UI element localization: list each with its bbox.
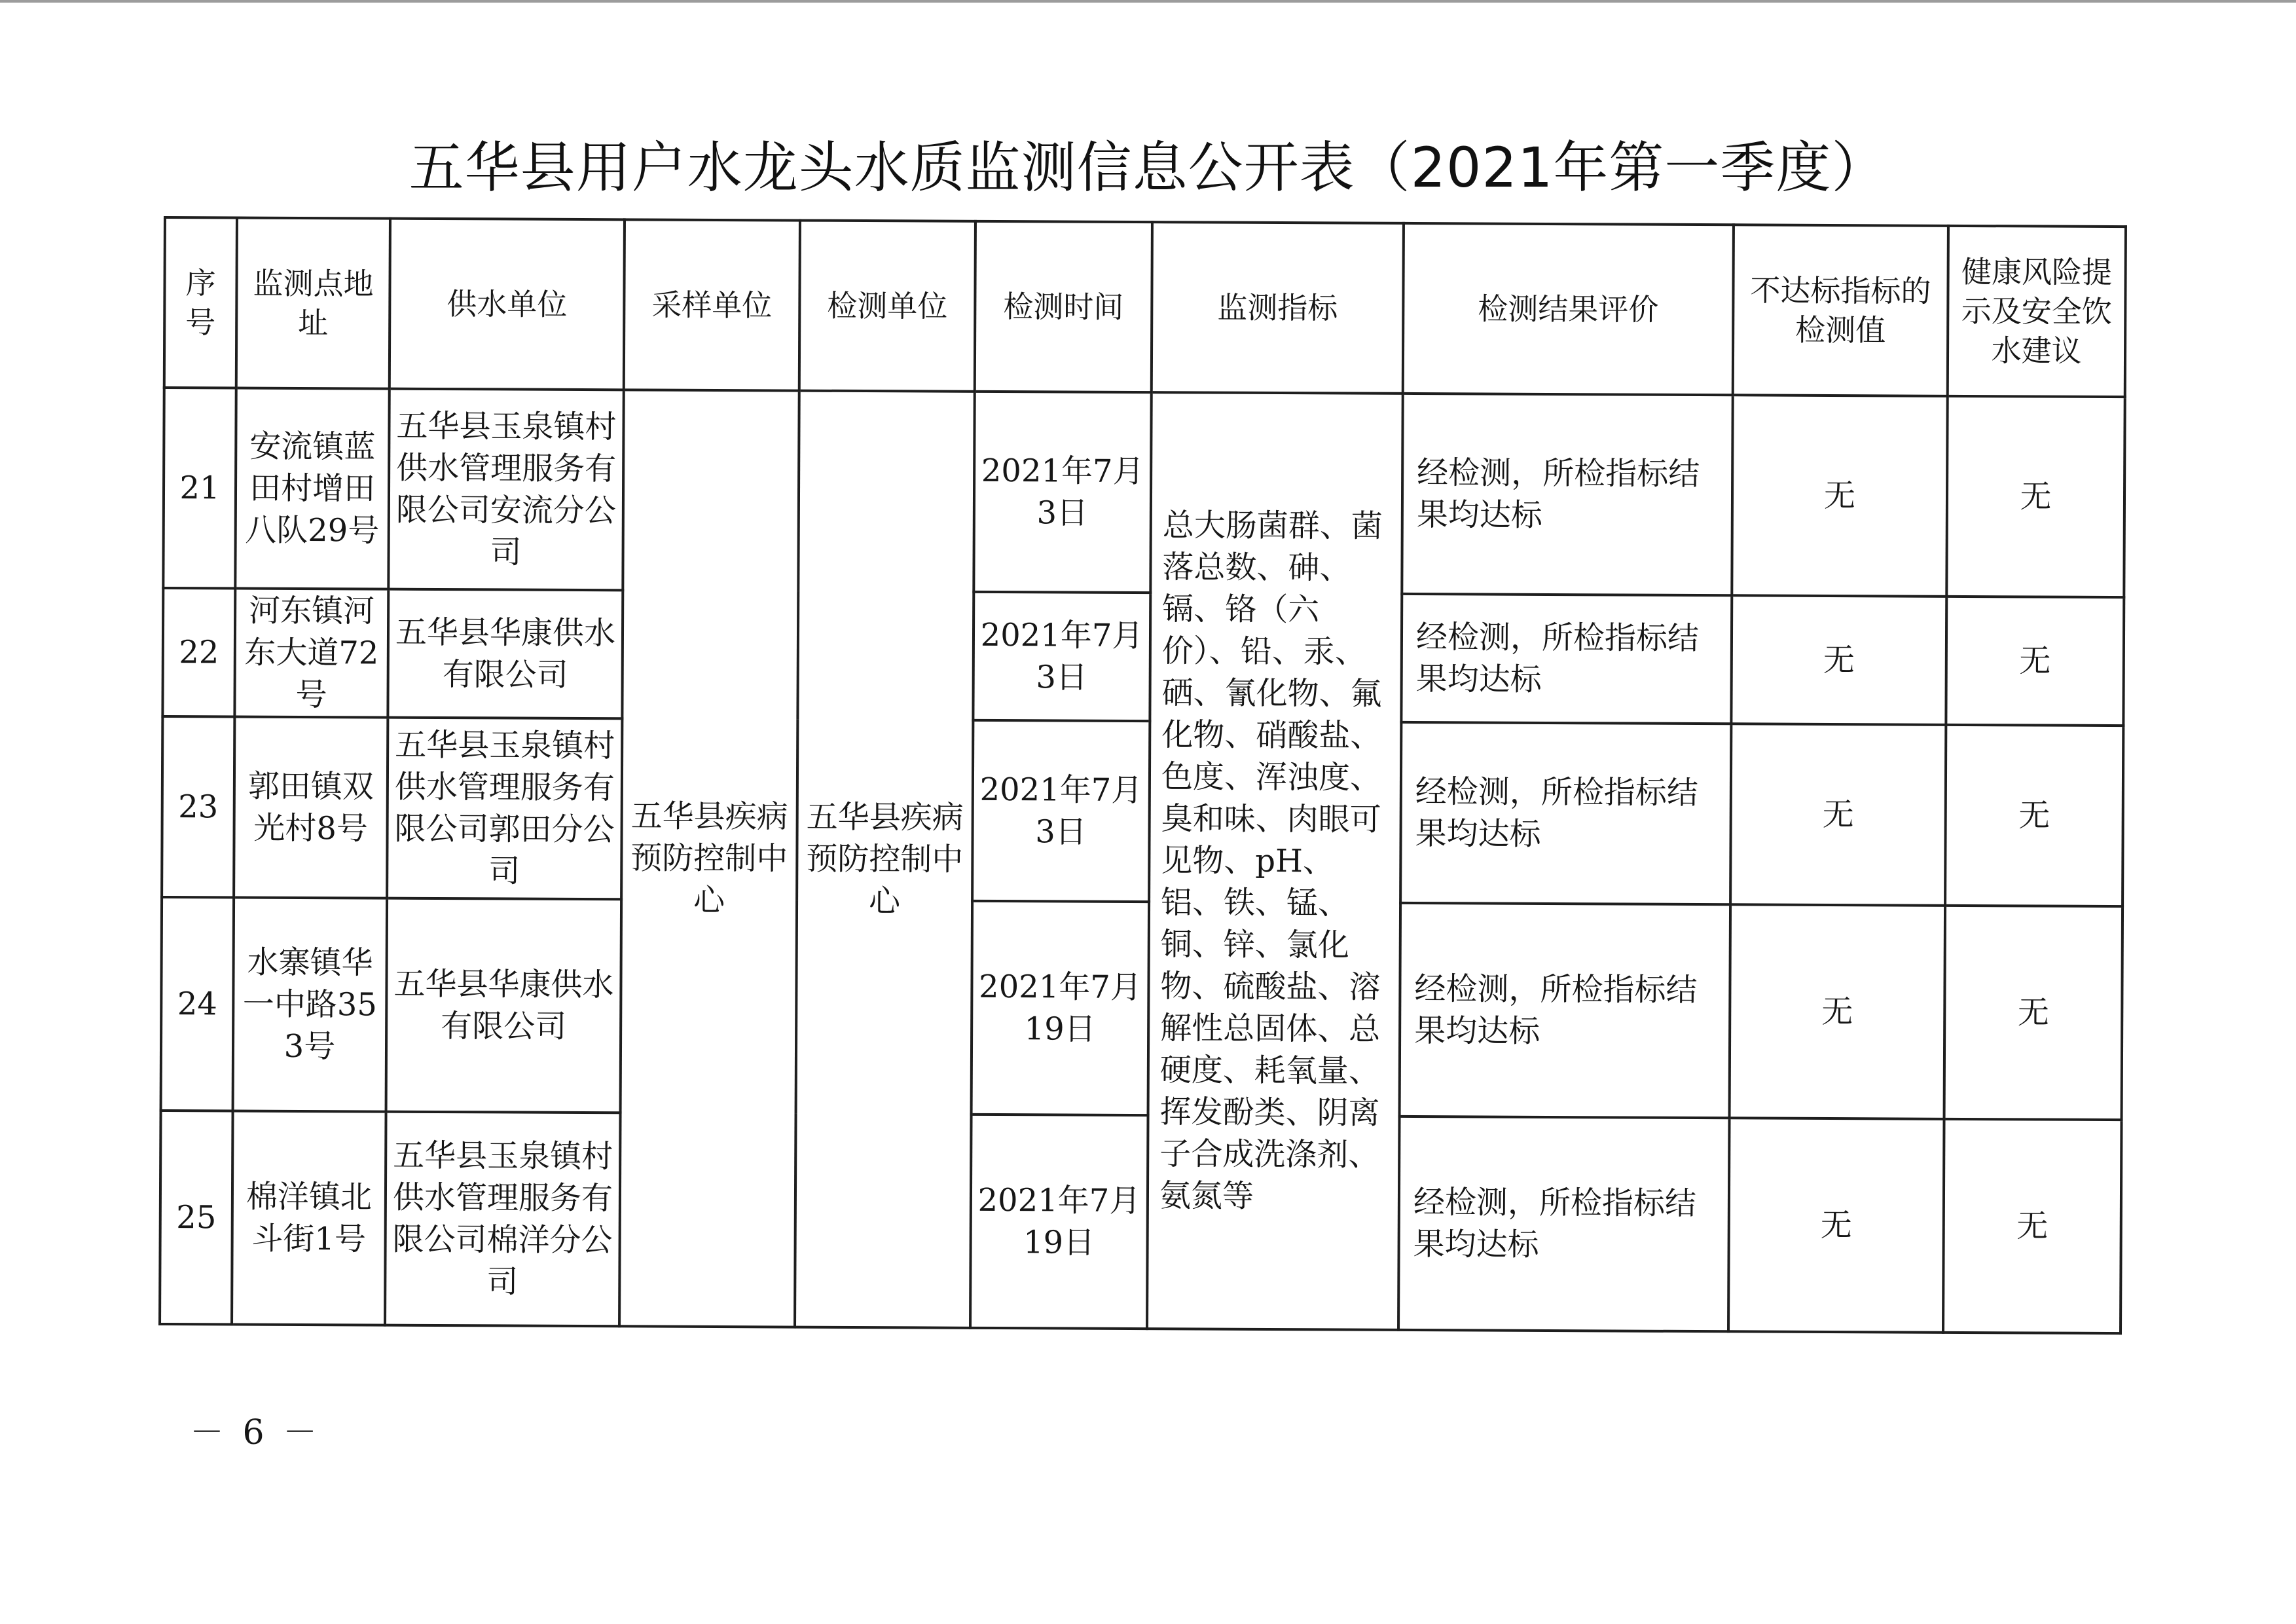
row-serial-number: 25 <box>160 1111 233 1325</box>
header-row <box>164 217 2126 397</box>
row-evaluation: 经检测，所检指标结果均达标 <box>1398 1116 1730 1331</box>
row-evaluation: 经检测，所检指标结果均达标 <box>1400 722 1731 904</box>
table-row <box>162 716 2123 906</box>
row-address: 郭田镇双光村8号 <box>234 717 388 898</box>
table-row <box>161 897 2123 1120</box>
row-serial-number: 24 <box>161 897 234 1111</box>
row-serial-number: 23 <box>162 716 234 898</box>
testing-unit-cell: 五华县疾病预防控制中心 <box>795 391 975 1328</box>
header-address: 监测点地址 <box>236 218 390 389</box>
row-nonstandard-value: 无 <box>1732 395 1947 597</box>
row-supplier: 五华县玉泉镇村供水管理服务有限公司棉洋分公司 <box>385 1112 621 1327</box>
page-number: － 6 － <box>190 1413 321 1452</box>
row-nonstandard-value: 无 <box>1728 1118 1944 1333</box>
header-health-advice: 健康风险提示及安全饮水建议 <box>1948 226 2126 397</box>
row-address: 安流镇蓝田村增田八队29号 <box>235 388 389 589</box>
indicators-cell: 总大肠菌群、菌落总数、砷、镉、铬（六价）、铅、汞、硒、氰化物、氟化物、硝酸盐、色度、浑浊度、臭和味、肉眼可见物、pH、铝、铁、锰、铜、锌、氯化物、硫酸盐、溶解性总固体、总硬度、耗氧量、挥发酚类、阴离子合成洗涤剂、氨氮等 <box>1147 392 1403 1330</box>
table-row <box>163 388 2124 597</box>
row-supplier: 五华县玉泉镇村供水管理服务有限公司郭田分公司 <box>387 718 622 900</box>
row-health-advice: 无 <box>1945 725 2123 906</box>
row-address: 棉洋镇北斗街1号 <box>232 1111 386 1325</box>
row-nonstandard-value: 无 <box>1730 904 1946 1119</box>
row-health-advice: 无 <box>1946 597 2124 726</box>
table-row <box>162 588 2124 726</box>
row-test-date: 2021年7月19日 <box>970 1115 1148 1329</box>
header-evaluation: 检测结果评价 <box>1403 223 1734 395</box>
header-supplier: 供水单位 <box>390 219 625 390</box>
row-evaluation: 经检测，所检指标结果均达标 <box>1400 903 1731 1118</box>
header-indicators: 监测指标 <box>1152 222 1404 394</box>
header-testing-unit: 检测单位 <box>799 221 975 392</box>
row-health-advice: 无 <box>1943 1119 2122 1333</box>
row-serial-number: 21 <box>163 388 236 589</box>
header-test-date: 检测时间 <box>975 221 1152 392</box>
row-nonstandard-value: 无 <box>1731 595 1946 725</box>
row-test-date: 2021年7月3日 <box>973 592 1150 721</box>
row-supplier: 五华县华康供水有限公司 <box>388 589 623 719</box>
row-test-date: 2021年7月19日 <box>972 901 1150 1115</box>
row-evaluation: 经检测，所检指标结果均达标 <box>1402 394 1732 595</box>
row-supplier: 五华县玉泉镇村供水管理服务有限公司安流分公司 <box>388 389 623 591</box>
row-serial-number: 22 <box>162 588 235 717</box>
row-evaluation: 经检测，所检指标结果均达标 <box>1401 594 1732 724</box>
row-supplier: 五华县华康供水有限公司 <box>386 898 622 1113</box>
row-address: 河东镇河东大道72号 <box>234 589 388 718</box>
scan-edge-line <box>0 0 2296 3</box>
table-row <box>160 1111 2122 1333</box>
water-quality-table <box>158 216 2127 1335</box>
row-nonstandard-value: 无 <box>1730 724 1946 906</box>
header-sampling-unit: 采样单位 <box>624 219 800 390</box>
row-health-advice: 无 <box>1946 396 2124 597</box>
row-test-date: 2021年7月3日 <box>972 720 1150 902</box>
row-health-advice: 无 <box>1944 906 2123 1120</box>
sampling-unit-cell: 五华县疾病预防控制中心 <box>619 390 799 1327</box>
row-address: 水寨镇华一中路353号 <box>233 898 388 1112</box>
page-title: 五华县用户水龙头水质监测信息公开表（2021年第一季度） <box>409 136 1887 200</box>
header-nonstandard-values: 不达标指标的检测值 <box>1733 225 1948 396</box>
header-serial-number: 序号 <box>164 217 237 388</box>
row-test-date: 2021年7月3日 <box>974 392 1151 593</box>
